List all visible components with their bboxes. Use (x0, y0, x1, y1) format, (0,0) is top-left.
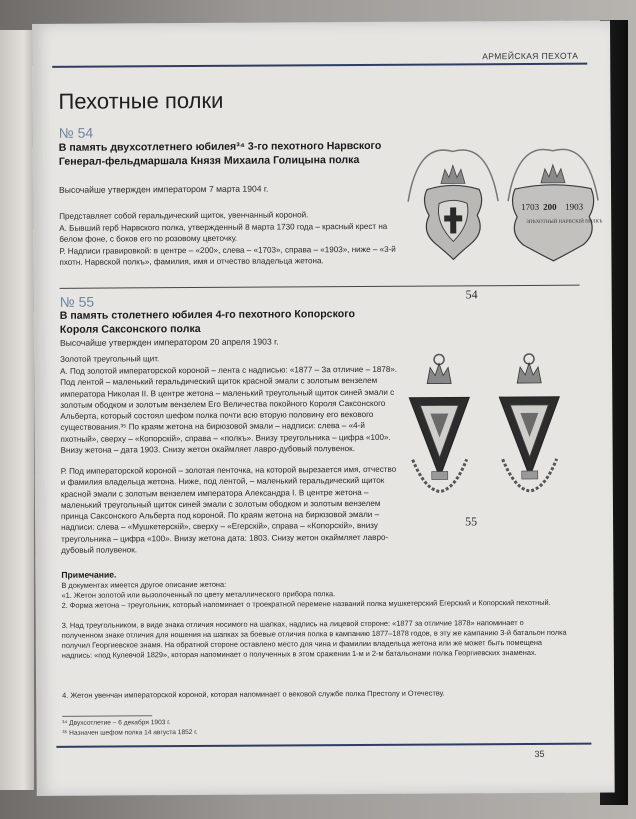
paragraph: Р. Под императорской короной – золотая пенточка, на которой вырезается имя, отчество и фамилия владельца жетона. Ниже, под лентой, – маленький геральдический щиток красной эмали с золотым вензелем императора Александра I. В центре жетона – маленький треугольный щиток синей эмали с золотым ободком и золотым вензелем принца Саксонского Альберта под короной. По краям жетона на бирюзовой эмали – надписи: слева – «Мушкетерскій», сверху – «Егерскій», справа – «Копорскій», внизу треугольника – цифра «100». Внизу жетона дата: 1803. Снизу жетон окаймляет лавро-дубовый полувенок. (60, 464, 397, 555)
section-divider (60, 285, 580, 289)
book-page (32, 20, 615, 796)
facing-page-edge (0, 30, 34, 790)
note-line: 2. Форма жетона – треугольник, который напоминает о троекратной перемене названий полка мушкетерский Егерский и Копорский пехотный. (61, 597, 551, 610)
approval-date: Высочайше утвержден императором 7 марта 1904 г. (58, 183, 269, 195)
paragraph: Представляет собой геральдический щиток, увенчанный короной. (59, 210, 309, 221)
footer-rule (56, 743, 591, 748)
badge-55-front (409, 354, 470, 491)
paragraph: Золотой треугольный щит. (60, 354, 160, 364)
note-line: «1. Жетон золотой или вызолоченный по цвету металлического прибора полка. (61, 589, 336, 600)
figure-label: 54 (465, 287, 478, 302)
note-line: 3. Над треугольником, в виде знака отличия носимого на шапках, надпись на лицевой стороне: «1877 за отличие 1878» напоминает о полученном знаке отличия для ношения на шапках за боевые отличия полка в кампанию 1877–1878 годов, в эту же кампанию 3-й батальон полка получил Георгиевское знамя. На обратной стороне оставлено место для чина и фамилии владельца жетона или же может быть помещена надпись: «под Кулевчой 1829», которая напоминает о полученных в этом сражении 1-м и 2-м батальонами полка Георгиевских знаменах. (61, 618, 567, 661)
badge-year-right: 1903 (565, 201, 584, 212)
footnote-rule (62, 715, 152, 717)
badge-caption: 3ПѢХОТНЫЙ НАРВСКІЙ ПОЛКЪ (526, 219, 603, 225)
note-heading: Примечание. (61, 569, 117, 580)
entry-title: В память столетнего юбилея 4-го пехотного Копорского Короля Саксонского полка (59, 308, 355, 336)
badge-55-illustration (404, 349, 575, 530)
header-rule (52, 63, 587, 68)
section-title: Пехотные полки (58, 87, 224, 114)
note-line: В документах имеется другое описание жетона: (61, 579, 227, 590)
footnote: ³⁵ Назначен шефом полка 14 августа 1852 г. (62, 729, 198, 737)
paragraph: А. Бывший герб Нарвского полка, утвержденный 8 марта 1730 года – красный крест на белом фоне, с боков его по розовому цветочку. (59, 221, 388, 245)
page-number: 35 (534, 748, 545, 759)
badge-center-number: 200 (543, 201, 557, 212)
footnote: ³⁴ Двухсотлетие – 6 декабря 1903 г. (62, 719, 171, 727)
entry-number: № 55 (59, 293, 95, 310)
paragraph: Р. Надписи гравировкой: в центре – «200», слева – «1703», справа – «1903», ниже – «3-й пхотн. Нарвской полкъ», фамилия, имя и отчество владельца жетона. (59, 244, 396, 268)
note-line: 4. Жетон увенчан императорской короной, которая напоминает о вековой службе полка Престолу и Отечеству. (62, 688, 445, 700)
running-head: АРМЕЙСКАЯ ПЕХОТА (482, 50, 579, 62)
figure-label: 55 (465, 514, 478, 529)
approval-date: Высочайше утвержден императором 20 апреля 1903 г. (59, 336, 279, 348)
entry-title: В память двухсотлетнего юбилея³⁴ 3-го пехотного Нарвского Генерал-фельдмаршала Князя Михаила Голицына полка (58, 139, 382, 168)
badge-55-back (499, 354, 560, 491)
paragraph: А. Под золотой императорской короной – лента с надписью: «1877 – За отличие – 1878». Под лентой – маленький геральдический щиток красной эмали с золотым вензелем императора Николая II. В центре жетона – маленький треугольный щиток синей эмали с золотым ободком и золотым вензелем Его Величества покойного Короля Саксонского Альберта, который состоял шефом полка почти всю вторую половину его векового существования.³⁵ По краям жетона на бирюзовой эмали – надписи: слева – «4-й пхотный», сверху – «Копорскій», справа – «полкъ». Внизу треугольника – цифра «100». Внизу жетона – дата 1903. Снизу жетон окаймляет лавро-дубовый полувенок. (60, 364, 398, 455)
badge-54-illustration (393, 131, 603, 272)
entry-number: № 54 (58, 124, 94, 141)
badge-year-left: 1703 (521, 201, 540, 213)
